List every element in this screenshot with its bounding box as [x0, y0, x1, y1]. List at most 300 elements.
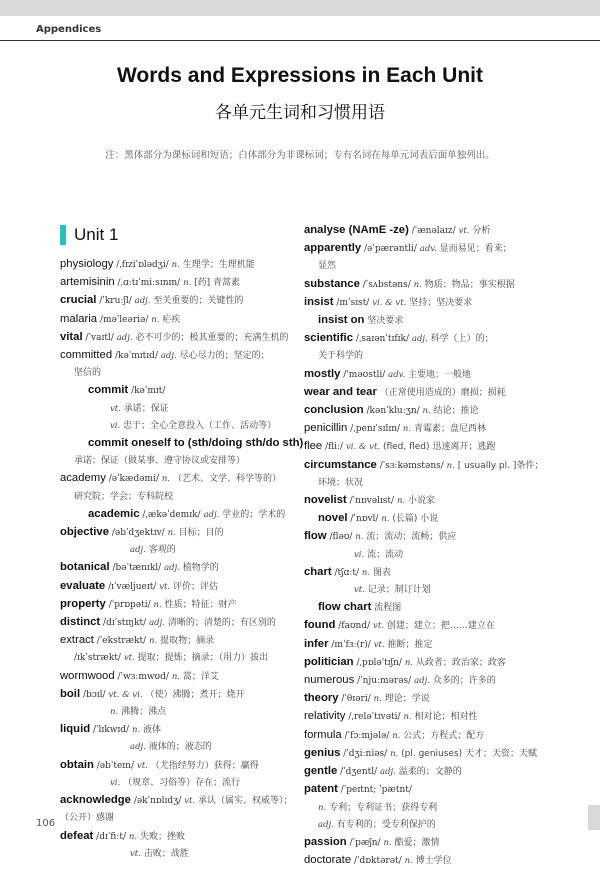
entry — [304, 599, 564, 617]
top-bar — [0, 0, 600, 16]
entry-phonetic: /ˈænəlaɪz/ — [411, 226, 456, 236]
entry — [60, 775, 290, 792]
entry — [304, 708, 564, 726]
entry-definition: 至关重要的；关键性的 — [153, 296, 244, 307]
entry — [60, 489, 290, 506]
entry — [304, 745, 564, 763]
entry — [304, 457, 564, 475]
unit-title: Unit 1 — [74, 225, 119, 245]
entry — [60, 559, 290, 577]
entry-phonetic: /ˌpenɪˈsɪlɪn/ — [350, 424, 401, 435]
entry-definition: 提取物；摘录 — [160, 636, 215, 647]
entry — [304, 690, 564, 708]
entry — [60, 274, 290, 292]
entry-pos: vt. — [123, 653, 135, 664]
entry-definition: 科学（上）的； — [430, 334, 494, 345]
entry-definition: 坚持；坚决要求 — [409, 297, 473, 308]
entry-definition: 记录；制订计划 — [367, 585, 431, 596]
entry — [60, 828, 290, 846]
entry-pos: vi. — [110, 777, 121, 788]
entry-pos: adj. — [116, 332, 133, 343]
entry-pos: n. — [128, 831, 138, 842]
entry-definition: 生理学；生理机能 — [182, 260, 255, 270]
entry-pos: n. — [403, 712, 412, 723]
entry-definition: 流；流动；流畅；供应 — [366, 532, 457, 543]
entry-pos: adj. — [318, 819, 334, 830]
entry-definition: 承诺；保证（做某事、遵守协议或安排等） — [74, 456, 246, 467]
entry-definition: 植物学的 — [182, 563, 219, 574]
entry-pos: n. — [171, 260, 180, 270]
entry — [60, 401, 290, 418]
entry-phonetic: /ˈsɜːkəmstəns/ — [379, 460, 444, 471]
entry — [60, 329, 290, 347]
entry-pos: vt. — [130, 848, 141, 859]
entry — [304, 727, 564, 745]
entry-definition: （使）沸腾；煮开；烧开 — [145, 689, 245, 700]
entry-word: malaria — [60, 312, 98, 325]
entry-word: flow — [304, 530, 327, 543]
entry-definition: 蒿；洋艾 — [182, 671, 219, 682]
entry-phonetic: /əˈpærəntli/ — [364, 244, 417, 255]
entry-word: crucial — [60, 294, 97, 307]
entry-definition: 青霉素；盘尼西林 — [413, 424, 486, 435]
entry — [304, 582, 564, 599]
entry-word: flow chart — [318, 601, 372, 614]
entry-definition: (fled, fled) 迅速离开；逃跑 — [382, 442, 496, 453]
entry-word: academic — [88, 507, 140, 520]
entry-definition: 分析 — [472, 226, 491, 236]
entry — [304, 222, 564, 240]
entry-phonetic: /fləʊ/ — [329, 532, 353, 543]
unit-heading — [60, 222, 290, 248]
entry-pos: adj. — [164, 563, 180, 574]
entry-pos: vt. — [110, 403, 121, 414]
entry — [304, 654, 564, 672]
entry-definition: [ usually pl. ]条件； — [457, 460, 544, 471]
entry — [304, 420, 564, 438]
entry-definition: 酷爱；激情 — [394, 837, 440, 848]
entry-pos: vi. & vt. — [345, 442, 381, 453]
entry-pos: n. — [402, 424, 412, 435]
entry-phonetic: /ˈnjuːmərəs/ — [357, 676, 412, 687]
entry-word: circumstance — [304, 458, 377, 471]
entry-definition: 关于科学的 — [318, 351, 364, 362]
entry-word: analyse (NAmE -ze) — [304, 224, 409, 236]
entry-pos: n. — [151, 314, 160, 325]
entry-word: obtain — [60, 758, 94, 771]
entry-phonetic: /ɪnˈsɪst/ — [336, 297, 370, 308]
entry — [304, 617, 564, 635]
left-column — [60, 222, 304, 863]
entry-pos: adj. — [380, 767, 396, 778]
entry-word: evaluate — [60, 579, 106, 592]
entry-definition: 小说家 — [408, 496, 436, 507]
entry-phonetic: /bɔɪl/ — [82, 689, 106, 700]
entry-phonetic: /kənˈkluːʒn/ — [366, 406, 420, 417]
entry — [60, 311, 290, 329]
entry-word: scientific — [304, 332, 353, 345]
entry-definition: 沸腾；沸点 — [121, 707, 167, 718]
entry-phonetic: /ˈdʒentl/ — [340, 767, 378, 778]
entry-definition: 众多的；许多的 — [432, 676, 496, 687]
entry — [60, 365, 290, 382]
entry-definition: 学业的；学术的 — [222, 509, 286, 520]
entry — [60, 721, 290, 739]
entry-phonetic: /kəˈmɪt/ — [131, 386, 166, 397]
entry-definition: (长篇) 小说 — [392, 514, 439, 525]
entry-definition: [药] 青蒿素 — [194, 278, 241, 289]
entry-definition: 提取；提炼；摘录；（用力）拔出 — [137, 653, 269, 664]
entry-phonetic: /bəˈtænɪkl/ — [112, 563, 162, 574]
entry-pos: n. — [131, 725, 141, 736]
entry-pos: vi. — [354, 549, 365, 560]
entry-word: acknowledge — [60, 794, 131, 807]
entry — [304, 384, 564, 402]
entry-definition: 推断；推定 — [387, 639, 433, 650]
entry-phonetic: /ˈθɪəri/ — [341, 694, 371, 705]
entry — [304, 294, 564, 312]
entry-phonetic: /ˈnɒvl/ — [350, 514, 379, 525]
entry-phonetic: /ˈpæʃn/ — [349, 837, 381, 848]
entry-word: flee — [304, 440, 323, 453]
entry-pos: adj. — [134, 296, 151, 307]
entry-definition: 坚决要求 — [367, 316, 404, 327]
unit-marker — [60, 225, 66, 245]
entry-phonetic: /faʊnd/ — [338, 621, 371, 632]
entry-pos: adj. — [130, 742, 146, 753]
entry-word: botanical — [60, 561, 110, 574]
entry — [304, 276, 564, 294]
entry-phonetic: /dɪˈfiːt/ — [96, 831, 126, 842]
entry — [304, 817, 564, 834]
entry-definition: （规章、习俗等）存在；流行 — [123, 777, 241, 788]
entry-phonetic: /ˈprɒpəti/ — [108, 599, 151, 610]
entry-pos: adv. — [388, 369, 406, 380]
entry-definition: 物质；物品；事实根据 — [424, 279, 515, 290]
entry-definition: 尽心尽力的；坚定的； — [179, 351, 270, 362]
entry — [304, 763, 564, 781]
entry — [60, 739, 290, 756]
entry-word: commit oneself to (sth/doing sth/do sth) — [88, 437, 304, 450]
entry-definition: 有专利的；受专利保护的 — [336, 819, 436, 830]
entry-word: commit — [88, 384, 129, 397]
entry-pos: vi. — [110, 420, 121, 431]
entry-phonetic: /ˌɑːtɪˈmiːsɪnɪn/ — [117, 278, 181, 289]
entry-pos: n. — [318, 802, 327, 813]
entry-phonetic: /ˈkruːʃl/ — [99, 296, 132, 307]
entry — [304, 510, 564, 528]
entry-phonetic: /ˌreləˈtɪvəti/ — [348, 712, 401, 723]
entry — [304, 402, 564, 420]
entry-definition: （艺术、文学、科学等的） — [172, 474, 281, 485]
entry-phonetic: /ˈfɔːmjələ/ — [344, 730, 390, 741]
entry-definition: 创建；建立；把……建立在 — [386, 621, 495, 632]
entry — [60, 524, 290, 542]
entry-definition: 理论；学说 — [384, 694, 430, 705]
entry-definition: 博士学位 — [415, 856, 452, 867]
entry-phonetic: /əbˈdʒektɪv/ — [111, 528, 165, 539]
entry — [304, 348, 564, 365]
entry — [60, 650, 290, 667]
entry — [304, 781, 564, 799]
entry-pos: adv. — [419, 244, 437, 255]
entry — [60, 418, 290, 435]
entry-phonetic: /ˈlɪkwɪd/ — [93, 725, 130, 736]
entry-pos: vt. — [373, 621, 384, 632]
entry-word: doctorate — [304, 854, 352, 867]
entry-definition: (pl. geniuses) 天才；天资；天赋 — [401, 748, 538, 759]
entry-phonetic: /fliː/ — [325, 442, 344, 453]
entry-word: novel — [318, 512, 348, 525]
entry-definition: 研究院；学会；专科院校 — [74, 491, 174, 502]
entry-word: passion — [304, 835, 347, 848]
entry-phonetic: /ˌpɒləˈtɪʃn/ — [356, 657, 402, 668]
entry-pos: n. — [161, 474, 171, 485]
entry — [304, 475, 564, 492]
entry-pos: n. — [446, 460, 455, 471]
entry — [304, 312, 564, 330]
entry-phonetic: /tʃɑːt/ — [334, 567, 360, 578]
entry-definition: 液体 — [143, 725, 162, 736]
entry-definition: 清晰的；清楚的；有区别的 — [167, 618, 276, 629]
entry-pos: n. — [422, 406, 431, 417]
entry-word: novelist — [304, 494, 347, 507]
entry-pos: n. — [171, 671, 180, 682]
entry — [304, 366, 564, 384]
entry-pos: adj. — [160, 351, 177, 362]
entry-word: relativity — [304, 710, 346, 723]
entry-word: chart — [304, 565, 332, 578]
entry — [60, 542, 290, 559]
page-edge-tab — [588, 805, 600, 830]
entry-definition: （正常使用造成的）磨损；损耗 — [379, 387, 506, 398]
entry — [304, 528, 564, 546]
entry — [304, 834, 564, 852]
entry-pos: vt. — [373, 639, 385, 650]
entry-definition: 专利；专利证书；获得专利 — [329, 802, 438, 813]
entry-pos: n. — [413, 279, 422, 290]
entry-pos: vt. — [136, 760, 148, 771]
entry-phonetic: /kəˈmɪtɪd/ — [114, 351, 158, 362]
entry — [304, 672, 564, 690]
entry-phonetic: /əkˈnɒlɪdʒ/ — [133, 796, 182, 807]
page-title: Words and Expressions in Each Unit — [116, 64, 484, 87]
entry-definition: 流程图 — [374, 603, 402, 614]
left-entry-list — [60, 256, 304, 863]
entry-phonetic: /ˈməʊstli/ — [343, 369, 386, 380]
entry — [60, 596, 290, 614]
entry-pos: n. — [392, 730, 401, 741]
entry-pos: vi. & vt. — [372, 297, 407, 308]
entry-phonetic: /əbˈteɪn/ — [96, 760, 135, 771]
entry — [60, 470, 290, 488]
entry-word: formula — [304, 728, 342, 741]
entry-definition: 承认（属实、权威等）； — [197, 796, 293, 807]
entry — [60, 810, 290, 827]
entry — [60, 506, 290, 524]
entry-word: wear and tear — [304, 385, 377, 398]
entry-definition: 显而易见；看来； — [439, 244, 512, 255]
entry-pos: vt. — [354, 585, 365, 596]
entry-definition: 液体的；液态的 — [148, 742, 212, 753]
entry-phonetic: /ˈnɒvəlɪst/ — [349, 496, 395, 507]
entry-definition: 评价；评估 — [173, 581, 219, 592]
entry-definition: 环境；状况 — [318, 477, 364, 488]
entry-pos: vt. & vi. — [108, 689, 143, 700]
entry-definition: 主要地；一般地 — [408, 369, 472, 380]
entry-word: committed — [60, 349, 113, 362]
entry — [304, 258, 564, 275]
entry-definition: 显然 — [318, 261, 337, 272]
section-label: Appendices — [36, 24, 102, 35]
entry-pos: n. — [373, 694, 382, 705]
entry-pos: n. — [390, 748, 399, 759]
note: 注：黑体部分为课标词和短语；白体部分为非课标词；专有名词在每单元词表后面单独列出。 — [105, 150, 495, 161]
entry-word: infer — [304, 637, 329, 650]
entry — [60, 704, 290, 721]
right-entry-list — [304, 222, 564, 870]
entry-pos: vt. — [184, 796, 196, 807]
entry-pos: n. — [110, 707, 119, 718]
entry-phonetic: /ˌsaɪənˈtɪfɪk/ — [355, 334, 410, 345]
entry-definition: 承诺；保证 — [123, 403, 169, 414]
entry-pos: n. — [396, 496, 406, 507]
entry — [60, 435, 304, 453]
entry — [60, 668, 290, 686]
entry-word: property — [60, 597, 106, 610]
entry-word: politician — [304, 655, 354, 668]
page-subtitle: 各单元生词和习惯用语 — [215, 103, 385, 123]
entry — [60, 792, 293, 810]
entry-pos: n. — [167, 528, 176, 539]
entry — [304, 330, 564, 348]
entry-definition: （尤指经努力）获得；赢得 — [150, 760, 259, 771]
entry-pos: adj. — [203, 509, 220, 520]
entry-pos: n. — [153, 599, 162, 610]
entry-word: conclusion — [304, 404, 364, 417]
entry-phonetic: /ˈsʌbstəns/ — [362, 279, 411, 290]
entry-definition: 图表 — [372, 567, 391, 578]
entry — [304, 438, 564, 456]
entry-pos: adj. — [130, 545, 146, 556]
entry — [60, 453, 290, 470]
right-column — [304, 222, 564, 870]
entry-word: objective — [60, 526, 109, 539]
entry-phonetic: /ˈvaɪtl/ — [85, 332, 114, 343]
entry-phonetic: /ˌfɪziˈɒlədʒi/ — [116, 260, 169, 270]
entry — [60, 347, 290, 365]
entry — [60, 757, 290, 775]
entry-definition: 温柔的；文静的 — [398, 767, 462, 778]
entry — [60, 686, 290, 704]
entry-word: genius — [304, 746, 341, 759]
entry-phonetic: /ˈwɜːmwʊd/ — [117, 671, 169, 682]
entry-word: academy — [60, 472, 106, 485]
entry-word: penicillin — [304, 422, 348, 435]
entry-pos: n. — [361, 567, 371, 578]
entry-word: numerous — [304, 674, 355, 687]
page-number: 106 — [36, 818, 56, 829]
entry-word: found — [304, 619, 336, 632]
entry — [304, 636, 564, 654]
entry-pos: n. — [404, 657, 414, 668]
entry-phonetic: /dɪˈstɪŋkt/ — [103, 618, 147, 629]
entry-phonetic: /məˈleəriə/ — [99, 314, 149, 325]
entry-phonetic: /ˌækəˈdemɪk/ — [142, 509, 201, 520]
entry-pos: vt. — [159, 581, 171, 592]
entry-pos: adj. — [414, 676, 430, 687]
entry-phonetic: /ˈekstrækt/ — [96, 636, 147, 647]
entry — [60, 382, 290, 400]
entry-phonetic: /ˈdɒktərət/ — [353, 856, 402, 867]
entry-word: mostly — [304, 367, 341, 380]
entry-phonetic: /ɪnˈfɜː(r)/ — [331, 639, 371, 650]
entry-phonetic: /ˈpeɪtnt; ˈpætnt/ — [340, 785, 412, 796]
entry-word: vital — [60, 330, 83, 343]
entry-definition: 公式；方程式；配方 — [403, 730, 485, 741]
entry-definition: 客观的 — [148, 545, 176, 556]
entry-word: boil — [60, 687, 81, 700]
entry-definition: 忠于；全心全意投入（工作、活动等） — [123, 420, 277, 431]
entry — [304, 240, 564, 258]
entry-definition: 目标；目的 — [178, 528, 224, 539]
entry — [60, 256, 290, 274]
entry-definition: 必不可少的；极其重要的；充满生机的 — [135, 332, 289, 343]
entry-word: artemisinin — [60, 276, 115, 289]
entry-word: apparently — [304, 242, 362, 255]
entry-definition: 击败；战胜 — [143, 848, 189, 859]
entry-definition: （公开）感谢 — [60, 813, 115, 824]
entry-pos: n. — [404, 856, 413, 867]
entry — [60, 632, 290, 650]
entry — [60, 846, 290, 863]
entry-word: extract — [60, 634, 94, 647]
entry-phonetic: /ɪˈvæljueɪt/ — [108, 581, 157, 592]
entry-phonetic: /əˈkædəmi/ — [108, 474, 159, 485]
entry — [304, 492, 564, 510]
entry — [304, 800, 564, 817]
entry-definition: 性质；特征；财产 — [164, 599, 237, 610]
entry-pos: adj. — [411, 334, 428, 345]
entry-word: gentle — [304, 765, 338, 778]
entry — [304, 852, 564, 870]
entry-definition: 从政者；政治家；政客 — [415, 657, 506, 668]
entry-word: theory — [304, 692, 339, 705]
entry-word: wormwood — [60, 669, 115, 682]
entry-word: defeat — [60, 829, 94, 842]
entry-definition: 失败；挫败 — [139, 831, 185, 842]
entry-pos: n. — [381, 514, 390, 525]
header-rule — [0, 40, 600, 41]
entry — [60, 292, 290, 310]
entry — [60, 614, 290, 632]
entry — [60, 578, 290, 596]
entry-phonetic: /ɪkˈstrækt/ — [74, 653, 121, 664]
entry-word: insist on — [318, 314, 365, 327]
entry-pos: adj. — [149, 618, 165, 629]
entry-word: physiology — [60, 258, 114, 270]
entry-pos: n. — [355, 532, 364, 543]
entry-word: substance — [304, 277, 360, 290]
entry-word: patent — [304, 783, 338, 796]
entry-definition: 结论；推论 — [433, 406, 479, 417]
entry-word: insist — [304, 295, 334, 308]
entry-word: liquid — [60, 723, 91, 736]
entry-pos: vt. — [458, 226, 470, 236]
entry-pos: n. — [383, 837, 392, 848]
entry-pos: n. — [149, 636, 158, 647]
entry-definition: 流；流动 — [367, 549, 404, 560]
